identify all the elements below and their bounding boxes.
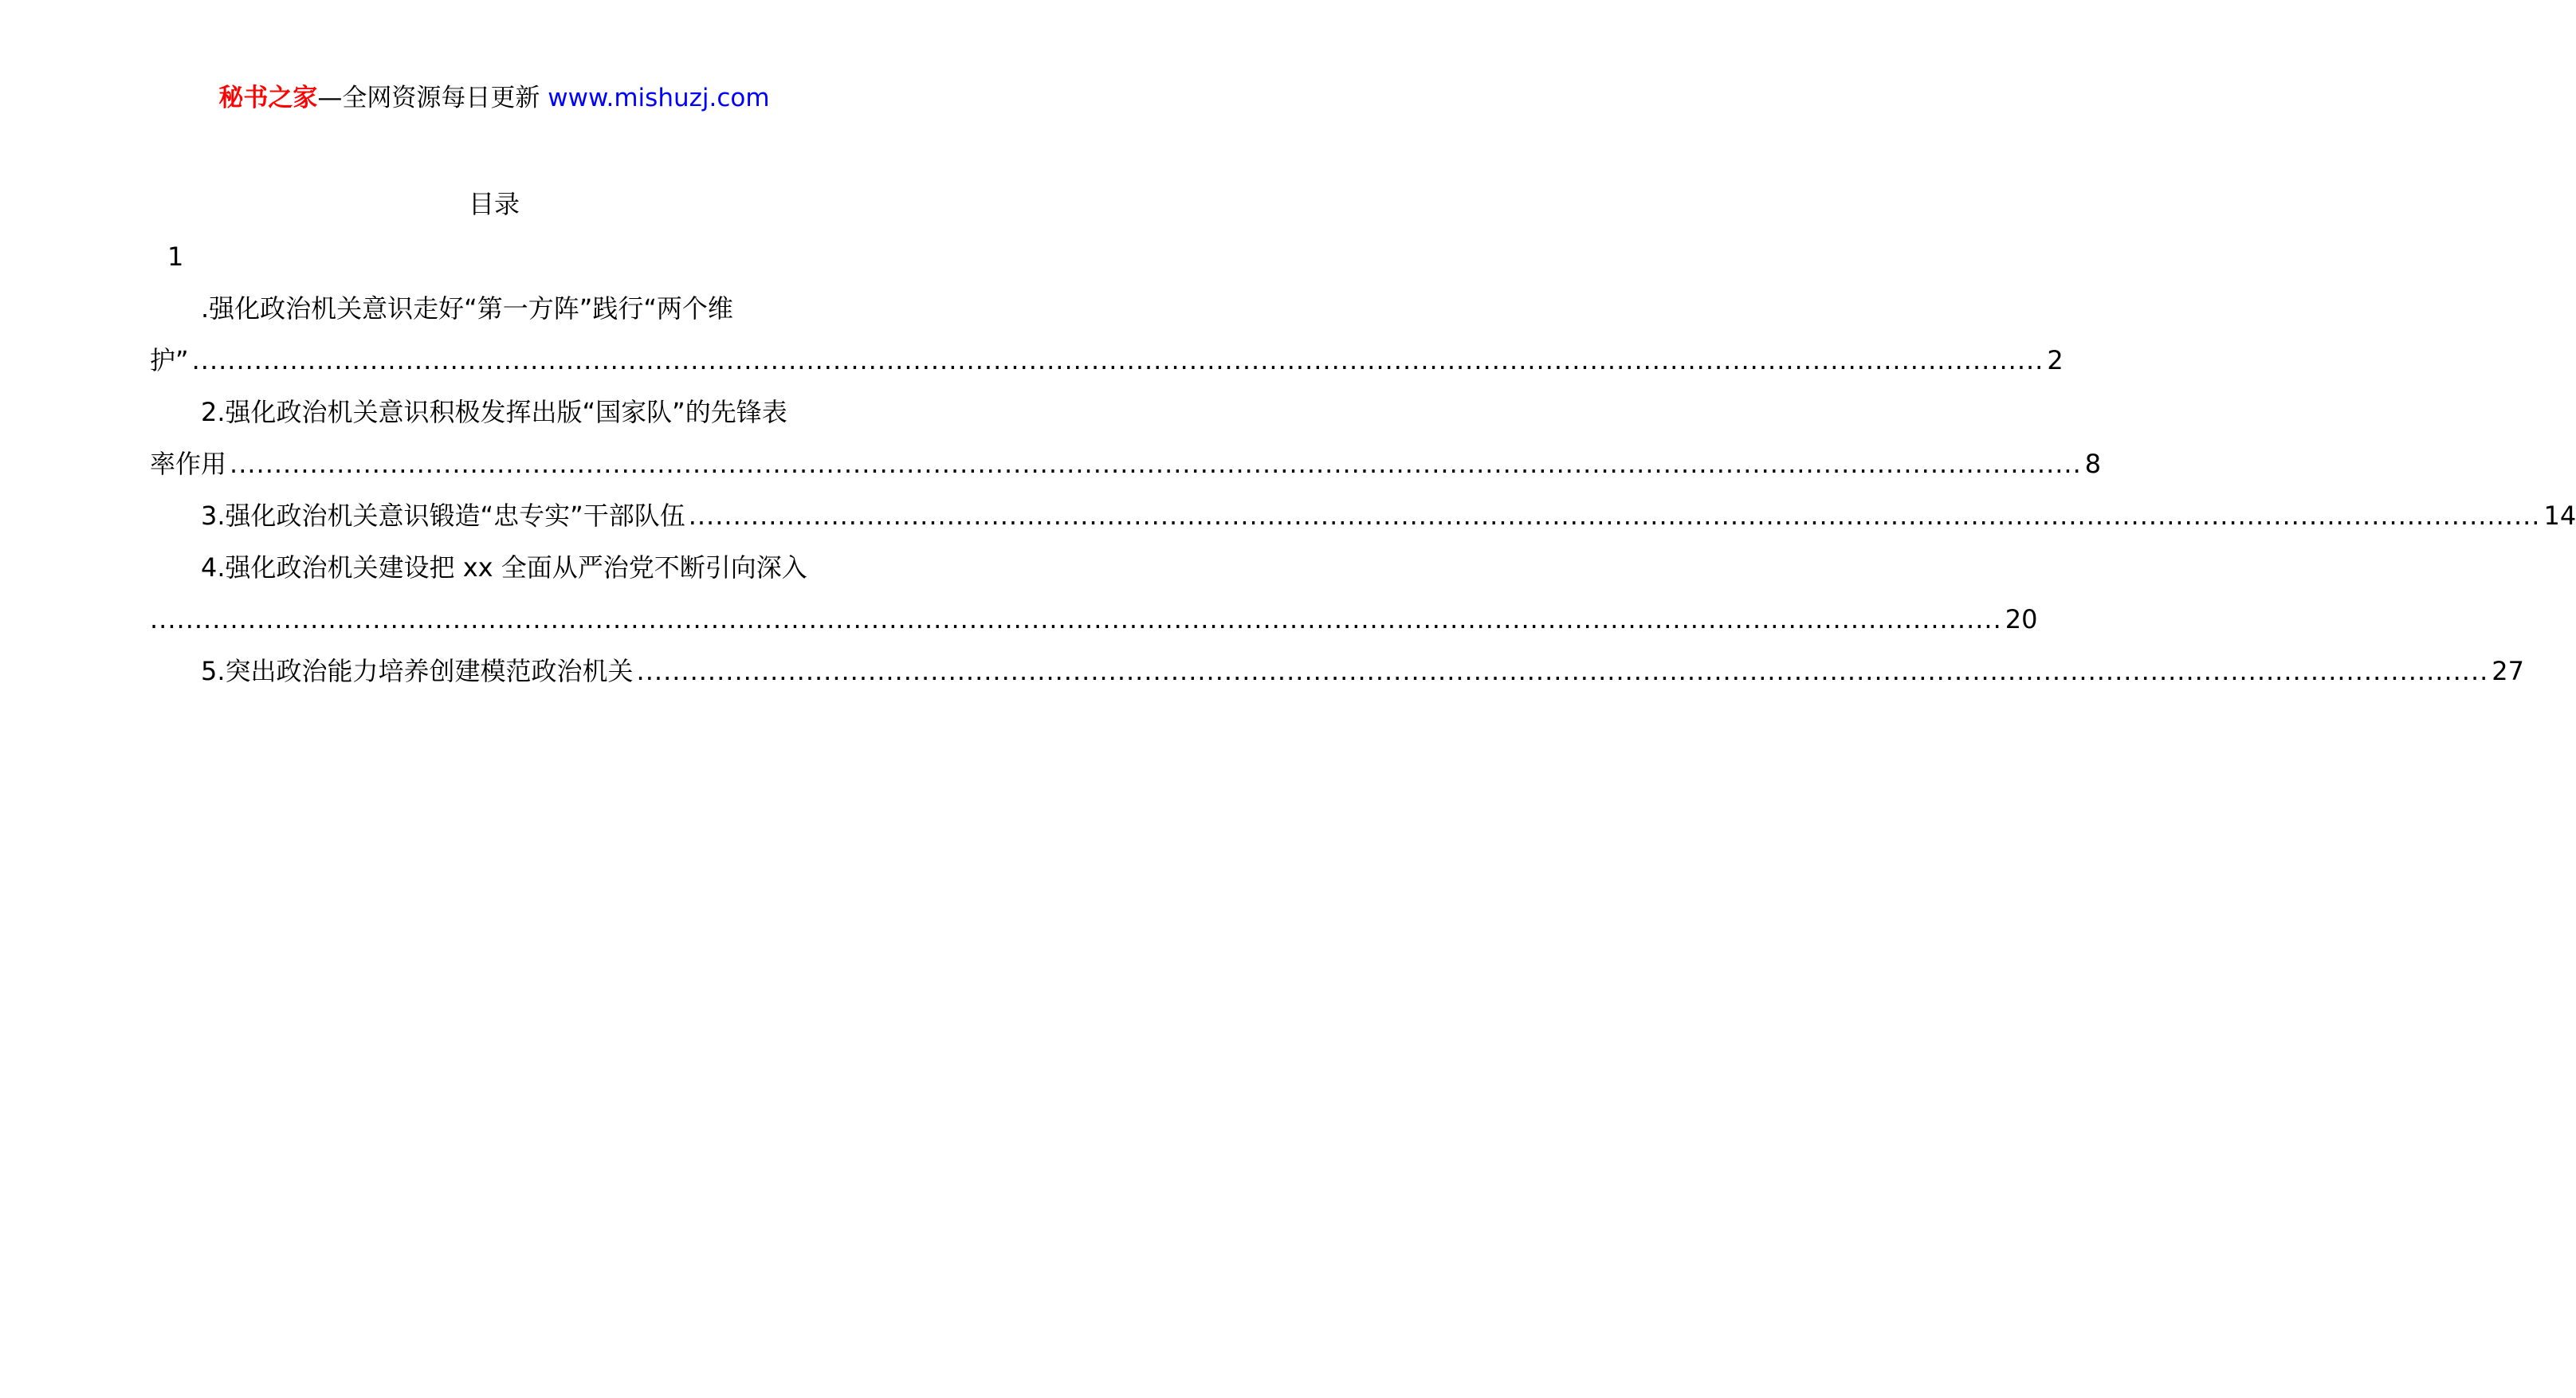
page-header xyxy=(0,80,988,116)
table-of-contents xyxy=(150,283,2576,697)
brand-name: 秘书之家 xyxy=(218,84,318,112)
toc-leader-dots: ................................................................................................................................................................................................................ xyxy=(230,449,2082,479)
toc-entry-text: 5.突出政治能力培养创建模范政治机关 xyxy=(201,656,634,686)
site-url-link[interactable]: www.mishuzj.com xyxy=(548,84,770,112)
toc-entry-1-line1[interactable] xyxy=(150,283,837,335)
header-slogan: —全网资源每日更新 xyxy=(317,84,540,112)
toc-entry-text: 3.强化政治机关意识锻造“忠专实”干部队伍 xyxy=(201,501,685,531)
toc-page-number: 14 xyxy=(2543,501,2576,531)
toc-entry-3[interactable] xyxy=(150,490,2576,542)
toc-page-number: 20 xyxy=(2005,604,2038,634)
toc-leader-dots: ................................................................................................................................................................................................................ xyxy=(191,345,2044,375)
toc-entry-text: 护” xyxy=(150,345,189,375)
toc-leader-dots: ................................................................................................................................................................................................................ xyxy=(688,501,2541,531)
toc-entry-text: .强化政治机关意识走好“第一方阵”践行“两个维 xyxy=(201,293,733,324)
toc-entry-2-line2[interactable] xyxy=(150,438,2102,490)
toc-entry-2-line1[interactable] xyxy=(150,387,837,438)
toc-entry-text: 2.强化政治机关意识积极发挥出版“国家队”的先锋表 xyxy=(201,397,787,427)
toc-entry-5[interactable] xyxy=(150,646,2525,697)
toc-leader-dots: ................................................................................................................................................................................................................ xyxy=(150,604,2002,634)
toc-page-number: 2 xyxy=(2047,345,2064,375)
toc-entry-4-line1[interactable] xyxy=(150,542,837,594)
toc-number-line: 1 xyxy=(167,242,184,272)
toc-page-number: 8 xyxy=(2084,449,2102,479)
toc-entry-4-line2[interactable] xyxy=(150,594,2038,646)
toc-title: 目录 xyxy=(468,189,520,219)
toc-page-number: 27 xyxy=(2492,656,2525,686)
toc-leader-dots: ................................................................................................................................................................................................................ xyxy=(636,656,2489,686)
toc-entry-text: 4.强化政治机关建设把 xx 全面从严治党不断引向深入 xyxy=(201,552,807,583)
toc-entry-1-line2[interactable] xyxy=(150,335,2064,387)
toc-entry-text: 率作用 xyxy=(150,449,227,479)
